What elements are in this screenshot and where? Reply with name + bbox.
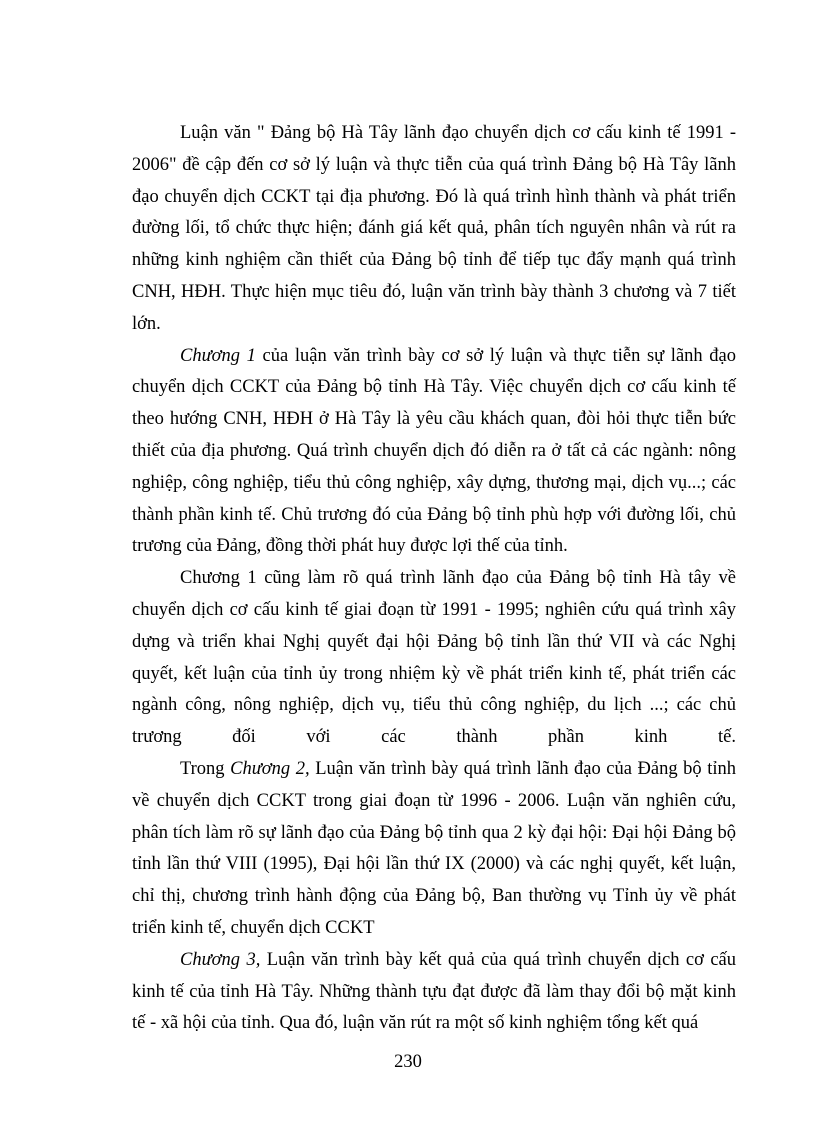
paragraph-text: Luận văn " Đảng bộ Hà Tây lãnh đạo chuyển dịch cơ cấu kinh tế 1991 - 2006" đề cập đến cơ sở lý luận và thực tiễn của quá trình Đảng bộ Hà Tây lãnh đạo chuyển dịch CCKT tại địa phương. Đó là quá trình hình thành và phát triển đường lối, tổ chức thực hiện; đánh giá kết quả, phân tích nguyên nhân và rút ra những kinh nghiệm cần thiết của Đảng bộ tỉnh để tiếp tục đẩy mạnh quá trình CNH, HĐH. Thực hiện mục tiêu đó, luận văn trình bày thành 3 chương và 7 tiết lớn. <box>132 123 736 334</box>
paragraph-introduction <box>132 118 736 341</box>
paragraph-chapter-3 <box>132 945 736 1040</box>
paragraph-text: Luận văn trình bày kết quả của quá trình chuyển dịch cơ cấu kinh tế của tỉnh Hà Tây. Những thành tựu đạt được đã làm thay đổi bộ mặt kinh tế - xã hội của tỉnh. Qua đó, luận văn rút ra một số kinh nghiệm tổng kết quá <box>132 949 736 1034</box>
body-text <box>132 118 736 1040</box>
paragraph-chapter-2 <box>132 754 736 945</box>
paragraph-chapter-1-continued <box>132 563 736 754</box>
page-number: 230 <box>394 1052 422 1072</box>
chapter-1-reference: Chương 1 <box>180 345 256 366</box>
chapter-3-reference: Chương 3, <box>180 949 261 970</box>
paragraph-text: Luận văn trình bày quá trình lãnh đạo của Đảng bộ tỉnh về chuyển dịch CCKT trong giai đoạn từ 1996 - 2006. Luận văn nghiên cứu, phân tích làm rõ sự lãnh đạo của Đảng bộ tỉnh qua 2 kỳ đại hội: Đại hội Đảng bộ tỉnh lần thứ VIII (1995), Đại hội lần thứ IX (2000) và các nghị quyết, kết luận, chỉ thị, chương trình hành động của Đảng bộ, Ban thường vụ Tỉnh ủy về phát triển kinh tế, chuyển dịch CCKT <box>132 758 736 938</box>
paragraph-prefix: Trong <box>180 758 231 779</box>
paragraph-chapter-1 <box>132 341 736 564</box>
paragraph-text: của luận văn trình bày cơ sở lý luận và thực tiễn sự lãnh đạo chuyển dịch CCKT của Đảng bộ tỉnh Hà Tây. Việc chuyển dịch cơ cấu kinh tế theo hướng CNH, HĐH ở Hà Tây là yêu cầu khách quan, đòi hỏi thực tiễn bức thiết của địa phương. Quá trình chuyển dịch đó diễn ra ở tất cả các ngành: nông nghiệp, công nghiệp, tiểu thủ công nghiệp, xây dựng, thương mại, dịch vụ...; các thành phần kinh tế. Chủ trương đó của Đảng bộ tỉnh phù hợp với đường lối, chủ trương của Đảng, đồng thời phát huy được lợi thế của tỉnh. <box>132 345 736 557</box>
paragraph-text: Chương 1 cũng làm rõ quá trình lãnh đạo của Đảng bộ tỉnh Hà tây về chuyển dịch cơ cấu kinh tế giai đoạn từ 1991 - 1995; nghiên cứu quá trình xây dựng và triển khai Nghị quyết đại hội Đảng bộ tỉnh lần thứ VII và các Nghị quyết, kết luận của tỉnh ủy trong nhiệm kỳ về phát triển kinh tế, phát triển các ngành công, nông nghiệp, dịch vụ, tiểu thủ công nghiệp, du lịch ...; các chủ trương đối với các thành phần kinh tế. <box>132 568 736 748</box>
chapter-2-reference: Chương 2, <box>230 758 310 779</box>
